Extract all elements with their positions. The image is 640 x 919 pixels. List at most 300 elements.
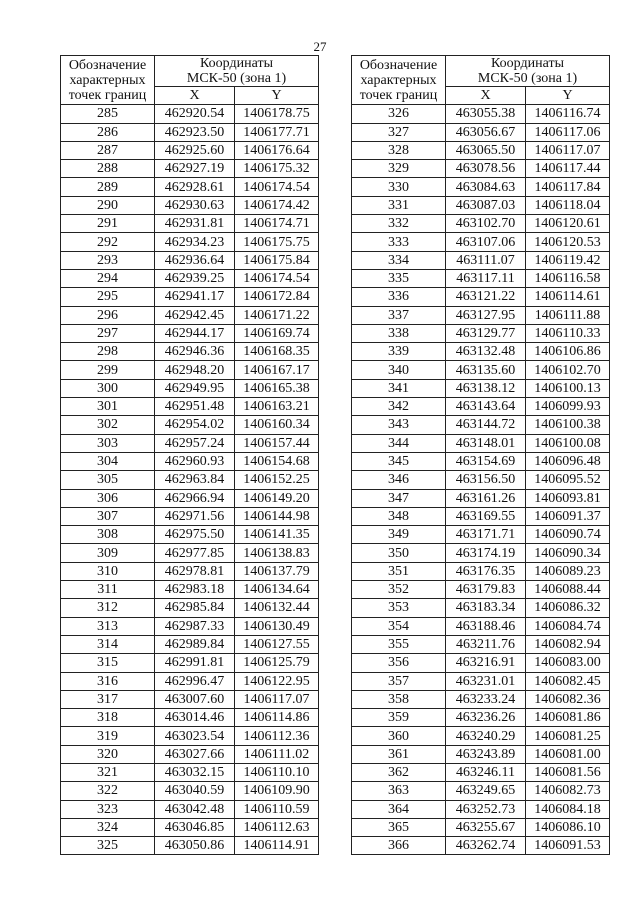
x-coordinate-cell: 462957.24 — [155, 434, 235, 452]
x-coordinate-cell: 462941.17 — [155, 288, 235, 306]
point-number-cell: 297 — [61, 324, 155, 342]
table-row — [61, 837, 319, 855]
y-coordinate-cell: 1406100.08 — [526, 434, 610, 452]
x-coordinate-cell: 463174.19 — [446, 544, 526, 562]
table-row — [352, 251, 610, 269]
point-number-cell: 338 — [352, 324, 446, 342]
coordinates-title: Координаты — [200, 56, 273, 71]
table-row — [352, 617, 610, 635]
point-number-cell: 329 — [352, 160, 446, 178]
y-coordinate-cell: 1406116.58 — [526, 269, 610, 287]
table-row — [352, 379, 610, 397]
table-row — [61, 672, 319, 690]
y-coordinate-cell: 1406082.73 — [526, 782, 610, 800]
y-coordinate-cell: 1406152.25 — [235, 471, 319, 489]
x-coordinate-cell: 463243.89 — [446, 745, 526, 763]
table-row — [352, 160, 610, 178]
point-number-cell: 316 — [61, 672, 155, 690]
point-number-cell: 323 — [61, 800, 155, 818]
y-coordinate-cell: 1406112.63 — [235, 818, 319, 836]
x-coordinate-cell: 463111.07 — [446, 251, 526, 269]
y-coordinate-cell: 1406120.53 — [526, 233, 610, 251]
table-row — [352, 837, 610, 855]
point-number-cell: 358 — [352, 690, 446, 708]
x-coordinate-cell: 462927.19 — [155, 160, 235, 178]
y-coordinate-cell: 1406110.59 — [235, 800, 319, 818]
point-number-cell: 287 — [61, 141, 155, 159]
x-coordinate-cell: 462936.64 — [155, 251, 235, 269]
point-number-cell: 310 — [61, 562, 155, 580]
point-number-cell: 296 — [61, 306, 155, 324]
x-coordinate-cell: 463087.03 — [446, 196, 526, 214]
x-coordinate-cell: 463032.15 — [155, 763, 235, 781]
point-number-cell: 352 — [352, 581, 446, 599]
table-row — [352, 581, 610, 599]
point-number-cell: 299 — [61, 361, 155, 379]
x-coordinate-cell: 463084.63 — [446, 178, 526, 196]
x-coordinate-cell: 462991.81 — [155, 654, 235, 672]
table-row — [352, 562, 610, 580]
x-coordinate-cell: 463046.85 — [155, 818, 235, 836]
y-coordinate-cell: 1406112.36 — [235, 727, 319, 745]
y-coordinate-cell: 1406082.94 — [526, 635, 610, 653]
y-coordinate-cell: 1406102.70 — [526, 361, 610, 379]
table-row — [352, 654, 610, 672]
y-column-header: Y — [526, 87, 610, 105]
x-coordinate-cell: 463040.59 — [155, 782, 235, 800]
table-row — [61, 489, 319, 507]
y-coordinate-cell: 1406174.71 — [235, 215, 319, 233]
table-row — [352, 233, 610, 251]
x-coordinate-cell: 463183.34 — [446, 599, 526, 617]
point-number-cell: 360 — [352, 727, 446, 745]
point-number-cell: 322 — [61, 782, 155, 800]
point-number-cell: 293 — [61, 251, 155, 269]
point-number-cell: 350 — [352, 544, 446, 562]
x-coordinate-cell: 463023.54 — [155, 727, 235, 745]
table-row — [61, 105, 319, 123]
x-coordinate-cell: 463042.48 — [155, 800, 235, 818]
y-coordinate-cell: 1406178.75 — [235, 105, 319, 123]
point-number-cell: 341 — [352, 379, 446, 397]
y-coordinate-cell: 1406084.74 — [526, 617, 610, 635]
table-row — [352, 635, 610, 653]
y-coordinate-cell: 1406116.74 — [526, 105, 610, 123]
table-row — [352, 141, 610, 159]
y-coordinate-cell: 1406117.07 — [526, 141, 610, 159]
y-coordinate-cell: 1406096.48 — [526, 452, 610, 470]
point-number-cell: 295 — [61, 288, 155, 306]
x-coordinate-cell: 462949.95 — [155, 379, 235, 397]
table-row — [352, 196, 610, 214]
point-number-cell: 343 — [352, 416, 446, 434]
y-coordinate-cell: 1406086.32 — [526, 599, 610, 617]
point-header-line: точек границ — [359, 87, 438, 103]
y-coordinate-cell: 1406099.93 — [526, 398, 610, 416]
y-coordinate-cell: 1406114.91 — [235, 837, 319, 855]
x-coordinate-cell: 462946.36 — [155, 343, 235, 361]
x-coordinate-cell: 463176.35 — [446, 562, 526, 580]
x-coordinate-cell: 463179.83 — [446, 581, 526, 599]
point-header-line: характерных — [69, 72, 146, 88]
x-coordinate-cell: 463169.55 — [446, 507, 526, 525]
table-row — [61, 745, 319, 763]
table-row — [352, 434, 610, 452]
x-coordinate-cell: 463078.56 — [446, 160, 526, 178]
table-row — [352, 416, 610, 434]
x-coordinate-cell: 462983.18 — [155, 581, 235, 599]
y-coordinate-cell: 1406100.13 — [526, 379, 610, 397]
x-coordinate-cell: 463143.64 — [446, 398, 526, 416]
y-coordinate-cell: 1406117.07 — [235, 690, 319, 708]
y-coordinate-cell: 1406084.18 — [526, 800, 610, 818]
x-coordinate-cell: 462978.81 — [155, 562, 235, 580]
x-coordinate-cell: 463138.12 — [446, 379, 526, 397]
y-coordinate-cell: 1406114.61 — [526, 288, 610, 306]
y-coordinate-cell: 1406176.64 — [235, 141, 319, 159]
x-coordinate-cell: 463255.67 — [446, 818, 526, 836]
table-row — [352, 782, 610, 800]
table-row — [61, 343, 319, 361]
table-row — [352, 599, 610, 617]
x-coordinate-cell: 463236.26 — [446, 709, 526, 727]
y-coordinate-cell: 1406127.55 — [235, 635, 319, 653]
x-coordinate-cell: 463050.86 — [155, 837, 235, 855]
table-row — [61, 782, 319, 800]
table-row — [61, 727, 319, 745]
table-row — [61, 398, 319, 416]
y-coordinate-cell: 1406081.00 — [526, 745, 610, 763]
point-number-cell: 326 — [352, 105, 446, 123]
table-row — [61, 690, 319, 708]
x-coordinate-cell: 462985.84 — [155, 599, 235, 617]
y-coordinate-cell: 1406175.75 — [235, 233, 319, 251]
point-number-cell: 355 — [352, 635, 446, 653]
x-coordinate-cell: 462960.93 — [155, 452, 235, 470]
table-row — [61, 288, 319, 306]
point-number-cell: 300 — [61, 379, 155, 397]
point-number-cell: 342 — [352, 398, 446, 416]
table-row — [352, 288, 610, 306]
point-number-cell: 346 — [352, 471, 446, 489]
x-coordinate-cell: 463107.06 — [446, 233, 526, 251]
table-row — [61, 581, 319, 599]
table-row — [61, 178, 319, 196]
y-coordinate-cell: 1406138.83 — [235, 544, 319, 562]
table-row — [61, 709, 319, 727]
table-row — [61, 452, 319, 470]
x-coordinate-cell: 462971.56 — [155, 507, 235, 525]
y-coordinate-cell: 1406167.17 — [235, 361, 319, 379]
table-row — [61, 617, 319, 635]
point-number-cell: 362 — [352, 763, 446, 781]
point-number-cell: 317 — [61, 690, 155, 708]
point-number-cell: 366 — [352, 837, 446, 855]
y-coordinate-cell: 1406134.64 — [235, 581, 319, 599]
y-coordinate-cell: 1406174.42 — [235, 196, 319, 214]
point-column-header — [61, 56, 155, 105]
table-row — [352, 452, 610, 470]
table-row — [352, 745, 610, 763]
point-header-line: точек границ — [68, 87, 147, 103]
y-coordinate-cell: 1406095.52 — [526, 471, 610, 489]
y-coordinate-cell: 1406114.86 — [235, 709, 319, 727]
point-number-cell: 334 — [352, 251, 446, 269]
x-coordinate-cell: 462966.94 — [155, 489, 235, 507]
coordinate-system: МСК-50 (зона 1) — [477, 71, 578, 86]
x-coordinate-cell: 463233.24 — [446, 690, 526, 708]
table-row — [61, 818, 319, 836]
table-row — [61, 160, 319, 178]
point-number-cell: 291 — [61, 215, 155, 233]
y-coordinate-cell: 1406174.54 — [235, 269, 319, 287]
point-number-cell: 328 — [352, 141, 446, 159]
table-row — [61, 324, 319, 342]
x-coordinate-cell: 462948.20 — [155, 361, 235, 379]
point-number-cell: 305 — [61, 471, 155, 489]
x-coordinate-cell: 462923.50 — [155, 123, 235, 141]
point-number-cell: 337 — [352, 306, 446, 324]
y-coordinate-cell: 1406169.74 — [235, 324, 319, 342]
y-coordinate-cell: 1406154.68 — [235, 452, 319, 470]
y-coordinate-cell: 1406089.23 — [526, 562, 610, 580]
table-row — [61, 306, 319, 324]
x-coordinate-cell: 463262.74 — [446, 837, 526, 855]
table-row — [61, 269, 319, 287]
point-number-cell: 354 — [352, 617, 446, 635]
x-coordinate-cell: 463231.01 — [446, 672, 526, 690]
table-row — [352, 398, 610, 416]
point-number-cell: 357 — [352, 672, 446, 690]
point-number-cell: 347 — [352, 489, 446, 507]
point-number-cell: 351 — [352, 562, 446, 580]
x-column-header: X — [446, 87, 526, 105]
point-number-cell: 294 — [61, 269, 155, 287]
x-coordinate-cell: 463121.22 — [446, 288, 526, 306]
point-number-cell: 320 — [61, 745, 155, 763]
point-number-cell: 335 — [352, 269, 446, 287]
x-coordinate-cell: 463056.67 — [446, 123, 526, 141]
point-number-cell: 336 — [352, 288, 446, 306]
x-coordinate-cell: 463252.73 — [446, 800, 526, 818]
point-number-cell: 330 — [352, 178, 446, 196]
point-number-cell: 301 — [61, 398, 155, 416]
y-coordinate-cell: 1406118.04 — [526, 196, 610, 214]
y-coordinate-cell: 1406168.35 — [235, 343, 319, 361]
x-coordinate-cell: 462963.84 — [155, 471, 235, 489]
point-number-cell: 359 — [352, 709, 446, 727]
y-coordinate-cell: 1406149.20 — [235, 489, 319, 507]
y-coordinate-cell: 1406082.36 — [526, 690, 610, 708]
table-row — [352, 526, 610, 544]
point-number-cell: 290 — [61, 196, 155, 214]
x-coordinate-cell: 462934.23 — [155, 233, 235, 251]
point-number-cell: 363 — [352, 782, 446, 800]
point-number-cell: 345 — [352, 452, 446, 470]
table-row — [352, 727, 610, 745]
y-coordinate-cell: 1406109.90 — [235, 782, 319, 800]
y-coordinate-cell: 1406081.25 — [526, 727, 610, 745]
y-coordinate-cell: 1406137.79 — [235, 562, 319, 580]
x-coordinate-cell: 462989.84 — [155, 635, 235, 653]
y-coordinate-cell: 1406091.37 — [526, 507, 610, 525]
x-coordinate-cell: 463144.72 — [446, 416, 526, 434]
x-coordinate-cell: 463129.77 — [446, 324, 526, 342]
point-number-cell: 307 — [61, 507, 155, 525]
point-number-cell: 298 — [61, 343, 155, 361]
x-coordinate-cell: 463161.26 — [446, 489, 526, 507]
table-row — [61, 379, 319, 397]
table-row — [352, 178, 610, 196]
x-coordinate-cell: 463154.69 — [446, 452, 526, 470]
y-coordinate-cell: 1406111.02 — [235, 745, 319, 763]
point-number-cell: 333 — [352, 233, 446, 251]
x-coordinate-cell: 463171.71 — [446, 526, 526, 544]
table-row — [61, 544, 319, 562]
y-column-header: Y — [235, 87, 319, 105]
x-coordinate-cell: 462951.48 — [155, 398, 235, 416]
x-coordinate-cell: 463148.01 — [446, 434, 526, 452]
point-number-cell: 306 — [61, 489, 155, 507]
table-row — [352, 672, 610, 690]
coordinates-table-right — [351, 55, 610, 855]
table-row — [61, 471, 319, 489]
table-row — [352, 324, 610, 342]
x-coordinate-cell: 463007.60 — [155, 690, 235, 708]
x-coordinate-cell: 463132.48 — [446, 343, 526, 361]
coordinates-header — [155, 56, 319, 87]
point-number-cell: 304 — [61, 452, 155, 470]
y-coordinate-cell: 1406081.86 — [526, 709, 610, 727]
y-coordinate-cell: 1406081.56 — [526, 763, 610, 781]
y-coordinate-cell: 1406086.10 — [526, 818, 610, 836]
point-number-cell: 315 — [61, 654, 155, 672]
point-header-line: Обозначение — [68, 57, 147, 73]
table-row — [352, 489, 610, 507]
point-number-cell: 286 — [61, 123, 155, 141]
table-row — [61, 507, 319, 525]
y-coordinate-cell: 1406119.42 — [526, 251, 610, 269]
y-coordinate-cell: 1406144.98 — [235, 507, 319, 525]
point-number-cell: 314 — [61, 635, 155, 653]
y-coordinate-cell: 1406088.44 — [526, 581, 610, 599]
x-coordinate-cell: 462920.54 — [155, 105, 235, 123]
y-coordinate-cell: 1406174.54 — [235, 178, 319, 196]
point-number-cell: 364 — [352, 800, 446, 818]
point-number-cell: 308 — [61, 526, 155, 544]
table-row — [61, 562, 319, 580]
point-number-cell: 339 — [352, 343, 446, 361]
y-coordinate-cell: 1406120.61 — [526, 215, 610, 233]
x-coordinate-cell: 463156.50 — [446, 471, 526, 489]
point-number-cell: 331 — [352, 196, 446, 214]
y-coordinate-cell: 1406122.95 — [235, 672, 319, 690]
point-number-cell: 361 — [352, 745, 446, 763]
point-header-line: характерных — [360, 72, 437, 88]
point-number-cell: 303 — [61, 434, 155, 452]
table-row — [61, 215, 319, 233]
point-number-cell: 309 — [61, 544, 155, 562]
point-number-cell: 325 — [61, 837, 155, 855]
table-row — [352, 343, 610, 361]
x-coordinate-cell: 462931.81 — [155, 215, 235, 233]
y-coordinate-cell: 1406117.44 — [526, 160, 610, 178]
x-coordinate-cell: 463055.38 — [446, 105, 526, 123]
y-coordinate-cell: 1406111.88 — [526, 306, 610, 324]
y-coordinate-cell: 1406125.79 — [235, 654, 319, 672]
coordinate-system: МСК-50 (зона 1) — [186, 71, 287, 86]
table-row — [352, 507, 610, 525]
point-number-cell: 302 — [61, 416, 155, 434]
point-number-cell: 324 — [61, 818, 155, 836]
point-number-cell: 321 — [61, 763, 155, 781]
table-row — [352, 105, 610, 123]
point-number-cell: 348 — [352, 507, 446, 525]
y-coordinate-cell: 1406175.32 — [235, 160, 319, 178]
table-row — [61, 361, 319, 379]
y-coordinate-cell: 1406130.49 — [235, 617, 319, 635]
x-coordinate-cell: 462977.85 — [155, 544, 235, 562]
x-coordinate-cell: 462928.61 — [155, 178, 235, 196]
page-number: 27 — [313, 39, 327, 54]
point-number-cell: 288 — [61, 160, 155, 178]
y-coordinate-cell: 1406165.38 — [235, 379, 319, 397]
y-coordinate-cell: 1406163.21 — [235, 398, 319, 416]
y-coordinate-cell: 1406157.44 — [235, 434, 319, 452]
x-coordinate-cell: 463246.11 — [446, 763, 526, 781]
y-coordinate-cell: 1406110.10 — [235, 763, 319, 781]
point-number-cell: 319 — [61, 727, 155, 745]
point-number-cell: 356 — [352, 654, 446, 672]
x-coordinate-cell: 463027.66 — [155, 745, 235, 763]
point-number-cell: 349 — [352, 526, 446, 544]
x-coordinate-cell: 463117.11 — [446, 269, 526, 287]
y-coordinate-cell: 1406106.86 — [526, 343, 610, 361]
table-row — [61, 599, 319, 617]
y-coordinate-cell: 1406090.34 — [526, 544, 610, 562]
x-column-header: X — [155, 87, 235, 105]
y-coordinate-cell: 1406117.06 — [526, 123, 610, 141]
table-row — [352, 818, 610, 836]
y-coordinate-cell: 1406083.00 — [526, 654, 610, 672]
x-coordinate-cell: 462942.45 — [155, 306, 235, 324]
table-row — [352, 215, 610, 233]
coordinates-table-left — [60, 55, 319, 855]
x-coordinate-cell: 462954.02 — [155, 416, 235, 434]
table-row — [352, 361, 610, 379]
point-number-cell: 344 — [352, 434, 446, 452]
table-row — [352, 123, 610, 141]
point-number-cell: 289 — [61, 178, 155, 196]
y-coordinate-cell: 1406177.71 — [235, 123, 319, 141]
y-coordinate-cell: 1406093.81 — [526, 489, 610, 507]
table-row — [352, 709, 610, 727]
x-coordinate-cell: 463216.91 — [446, 654, 526, 672]
y-coordinate-cell: 1406171.22 — [235, 306, 319, 324]
x-coordinate-cell: 462939.25 — [155, 269, 235, 287]
y-coordinate-cell: 1406110.33 — [526, 324, 610, 342]
y-coordinate-cell: 1406090.74 — [526, 526, 610, 544]
y-coordinate-cell: 1406132.44 — [235, 599, 319, 617]
x-coordinate-cell: 463240.29 — [446, 727, 526, 745]
table-row — [352, 306, 610, 324]
x-coordinate-cell: 462996.47 — [155, 672, 235, 690]
x-coordinate-cell: 463127.95 — [446, 306, 526, 324]
table-row — [61, 141, 319, 159]
y-coordinate-cell: 1406172.84 — [235, 288, 319, 306]
point-number-cell: 353 — [352, 599, 446, 617]
table-row — [352, 800, 610, 818]
